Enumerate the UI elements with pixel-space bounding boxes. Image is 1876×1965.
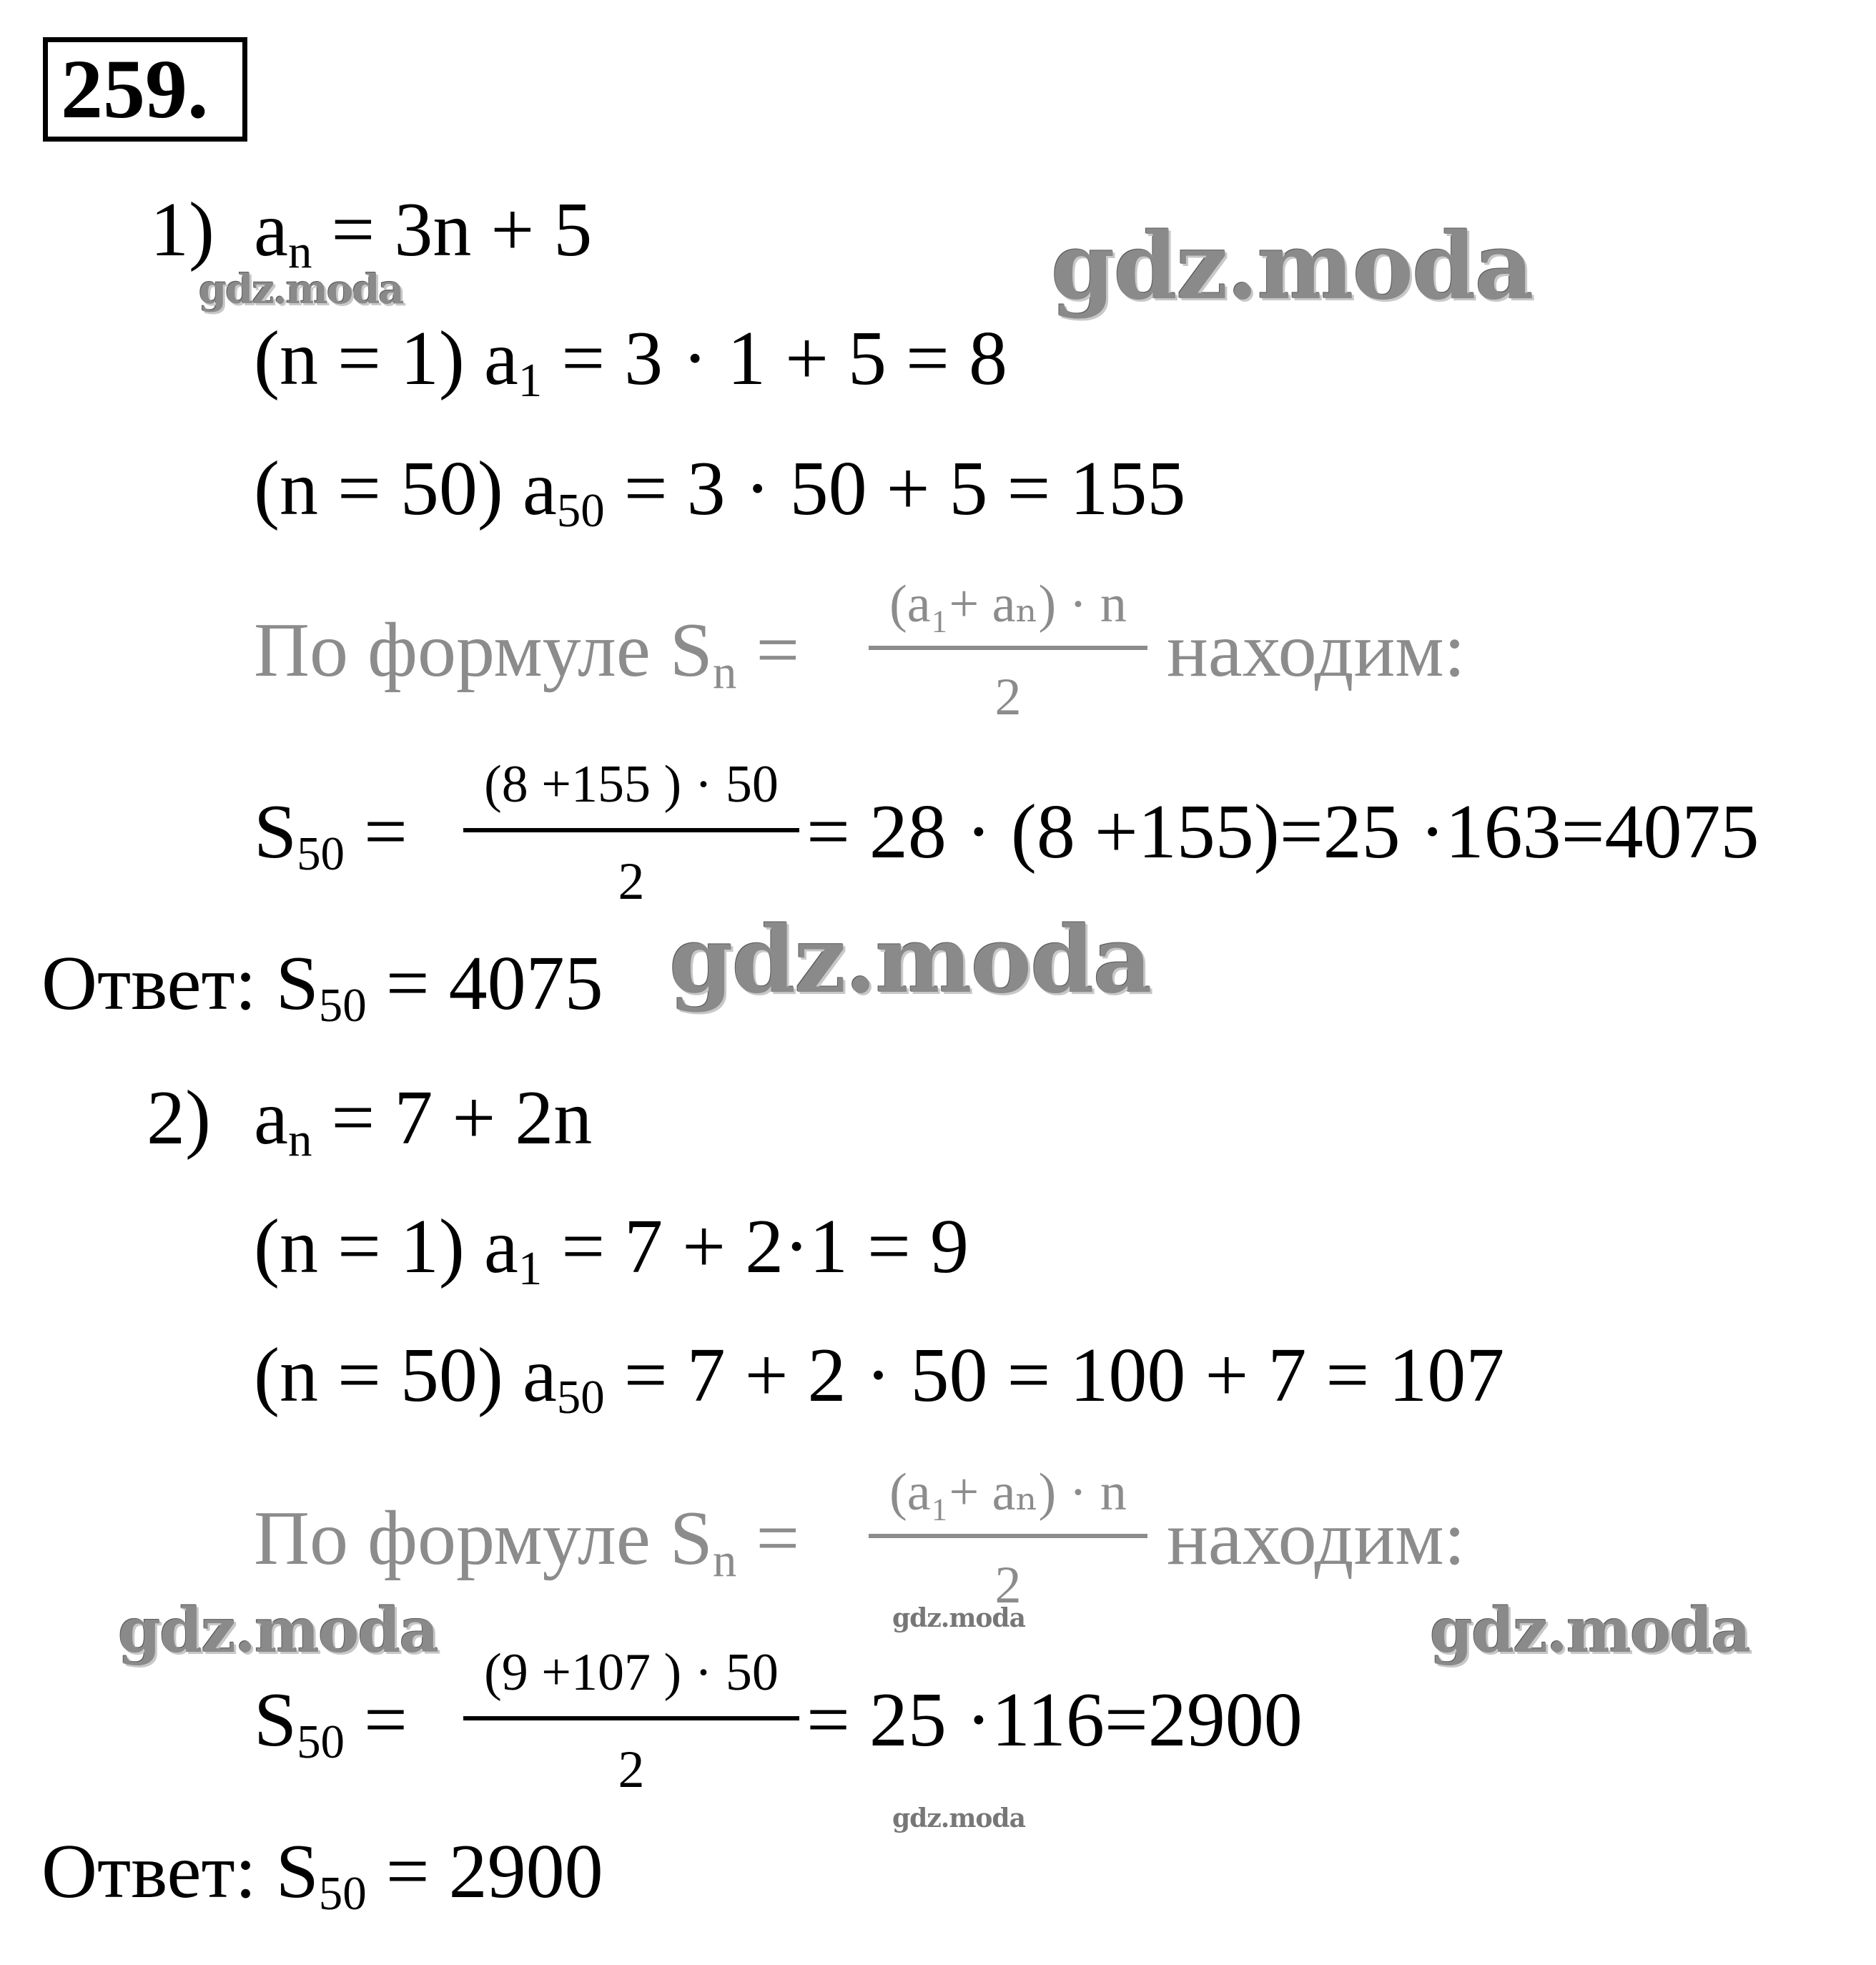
part2-first-term: (n = 1) a1 = 7 + 2·1 = 9 (254, 1204, 969, 1296)
part2-sum-formula-fraction (869, 1463, 1147, 1615)
watermark: gdz.moda (1051, 213, 1533, 320)
problem-number: 259. (43, 37, 247, 142)
part1-fiftieth-term: (n = 50) a50 = 3 · 50 + 5 = 155 (254, 446, 1186, 538)
part2-fiftieth-term: (n = 50) a50 = 7 + 2 · 50 = 100 + 7 = 107 (254, 1333, 1505, 1424)
part1-sum-fraction (463, 755, 799, 911)
part1-formula-after: находим: (1167, 608, 1466, 693)
watermark: gdz.moda (1430, 1595, 1750, 1667)
part1-sum-result: = 28 · (8 +155)=25 ·163=4075 (806, 789, 1759, 875)
part1-formula: an = 3n + 5 (254, 187, 593, 279)
watermark: gdz.moda (669, 907, 1151, 1014)
part2-label: 2) (147, 1075, 211, 1161)
fraction-numerator: (8 +155 ) · 50 (484, 755, 779, 814)
part2-sum-formula-text: По формуле Sn = (254, 1496, 800, 1587)
part2-sum-result: = 25 ·116=2900 (806, 1678, 1303, 1763)
part2-formula: an = 7 + 2n (254, 1075, 593, 1167)
fraction-denominator: 2 (994, 1556, 1022, 1615)
watermark: gdz.moda (892, 1803, 1025, 1833)
fraction-denominator: 2 (618, 852, 645, 911)
fraction-numerator: (9 +107 ) · 50 (484, 1643, 779, 1702)
part2-sum-lhs: S50 = (254, 1678, 408, 1769)
watermark: gdz.moda (199, 266, 403, 313)
part2-formula-after: находим: (1167, 1496, 1466, 1581)
part1-sum-lhs: S50 = (254, 789, 408, 881)
fraction-bar (463, 828, 799, 832)
fraction-bar (463, 1716, 799, 1720)
part1-label: 1) (150, 187, 214, 272)
watermark: gdz.moda (118, 1595, 438, 1667)
watermark: gdz.moda (892, 1603, 1025, 1633)
fraction-numerator: (a₁+ aₙ) · n (889, 575, 1127, 634)
part1-first-term: (n = 1) a1 = 3 · 1 + 5 = 8 (254, 316, 1007, 408)
part1-answer: Ответ: S50 = 4075 (41, 941, 603, 1033)
fraction-denominator: 2 (994, 668, 1022, 727)
fraction-denominator: 2 (618, 1740, 645, 1799)
part1-sum-formula-fraction (869, 575, 1147, 727)
fraction-numerator: (a₁+ aₙ) · n (889, 1463, 1127, 1522)
part2-answer: Ответ: S50 = 2900 (41, 1829, 603, 1921)
fraction-bar (869, 1534, 1147, 1538)
fraction-bar (869, 646, 1147, 650)
part2-sum-fraction (463, 1643, 799, 1799)
part1-sum-formula-text: По формуле Sn = (254, 608, 800, 699)
